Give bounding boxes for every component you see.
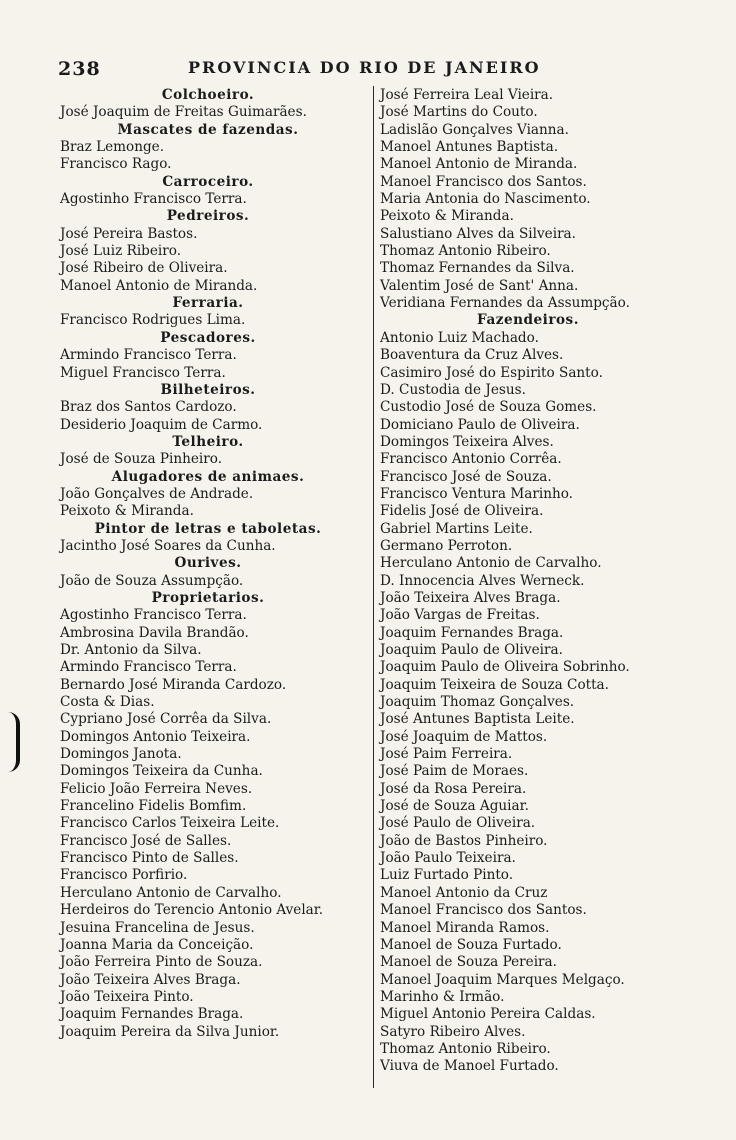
page-title: PROVINCIA DO RIO DE JANEIRO: [188, 58, 541, 77]
left-column: [58, 87, 358, 1041]
directory-entry: Armindo Francisco Terra.: [60, 659, 237, 676]
section-heading: Ferraria.: [172, 295, 244, 312]
directory-entry: Satyro Ribeiro Alves.: [380, 1023, 526, 1040]
section-heading: Pintor de letras e taboletas.: [94, 520, 322, 537]
directory-entry: Francisco Ventura Marinho.: [380, 485, 574, 502]
directory-entry: Domingos Teixeira Alves.: [380, 433, 554, 450]
section-heading: Ourives.: [174, 555, 242, 572]
directory-entry: Manoel Antonio de Miranda.: [60, 277, 258, 294]
directory-entry: José Ferreira Leal Vieira.: [380, 87, 554, 103]
directory-entry: Thomaz Antonio Ribeiro.: [380, 243, 551, 260]
directory-entry: Manoel Antonio da Cruz: [380, 884, 548, 901]
directory-entry: Domingos Antonio Teixeira.: [60, 728, 251, 745]
directory-entry: José Paulo de Oliveira.: [380, 815, 536, 832]
directory-entry: Germano Perroton.: [380, 537, 513, 554]
directory-entry: Thomaz Fernandes da Silva.: [380, 260, 575, 277]
directory-entry: Francisco José de Souza.: [380, 468, 552, 485]
directory-entry: Francisco Pinto de Salles.: [60, 850, 239, 867]
directory-entry: João Gonçalves de Andrade.: [60, 485, 254, 502]
section-heading: Telheiro.: [172, 433, 244, 450]
directory-entry: José Joaquim de Mattos.: [380, 728, 548, 745]
section-heading: Bilheteiros.: [160, 381, 256, 398]
directory-entry: Francisco Rago.: [60, 156, 172, 173]
directory-entry: Joaquim Pereira da Silva Junior.: [60, 1023, 280, 1040]
directory-entry: João Teixeira Pinto.: [60, 988, 194, 1005]
directory-entry: Dr. Antonio da Silva.: [60, 642, 202, 658]
directory-entry: Francisco Carlos Teixeira Leite.: [60, 815, 280, 832]
directory-entry: Peixoto & Miranda.: [380, 208, 514, 225]
directory-entry: Jesuina Francelina de Jesus.: [60, 919, 255, 936]
section-heading: Fazendeiros.: [477, 312, 579, 329]
section-heading: Mascates de fazendas.: [117, 121, 299, 138]
directory-entry: José Ribeiro de Oliveira.: [60, 260, 228, 277]
directory-entry: João Teixeira Alves Braga.: [380, 589, 561, 606]
directory-entry: Luiz Furtado Pinto.: [380, 867, 514, 884]
directory-entry: Herculano Antonio de Carvalho.: [60, 884, 282, 901]
directory-entry: Manoel Miranda Ramos.: [380, 919, 550, 936]
directory-entry: Veridiana Fernandes da Assumpção.: [380, 295, 630, 312]
directory-entry: Francisco Porfirio.: [60, 867, 188, 884]
directory-entry: Francisco José de Salles.: [60, 832, 232, 849]
section-heading: Carroceiro.: [162, 173, 254, 190]
directory-entry: Manoel Antunes Baptista.: [380, 139, 559, 156]
directory-entry: José de Souza Pinheiro.: [60, 451, 223, 468]
directory-entry: João Paulo Teixeira.: [380, 850, 516, 867]
directory-entry: José Paim Ferreira.: [380, 746, 513, 763]
directory-entry: Herdeiros do Terencio Antonio Avelar.: [60, 902, 324, 919]
directory-entry: Joaquim Paulo de Oliveira.: [380, 642, 563, 658]
directory-entry: Manoel Francisco dos Santos.: [380, 173, 587, 190]
directory-entry: Peixoto & Miranda.: [60, 503, 194, 520]
directory-entry: Manoel Francisco dos Santos.: [380, 902, 587, 919]
directory-entry: Ambrosina Davila Brandão.: [60, 624, 249, 641]
directory-entry: Joaquim Thomaz Gonçalves.: [380, 694, 575, 711]
directory-entry: Desiderio Joaquim de Carmo.: [60, 416, 263, 433]
directory-entry: Felicio João Ferreira Neves.: [60, 780, 253, 797]
directory-entry: Agostinho Francisco Terra.: [60, 191, 247, 208]
directory-entry: João Teixeira Alves Braga.: [60, 971, 241, 988]
directory-entry: Francisco Antonio Corrêa.: [380, 451, 562, 468]
column-divider: [373, 86, 374, 1088]
directory-entry: Manoel de Souza Pereira.: [380, 954, 557, 971]
directory-entry: Jacintho José Soares da Cunha.: [60, 537, 276, 554]
directory-entry: Francelino Fidelis Bomfim.: [60, 798, 247, 815]
directory-entry: Gabriel Martins Leite.: [380, 520, 533, 537]
directory-entry: Valentim José de Sant' Anna.: [380, 277, 579, 294]
directory-entry: Viuva de Manoel Furtado.: [380, 1058, 559, 1075]
directory-entry: João Vargas de Freitas.: [380, 607, 540, 624]
directory-entry: Maria Antonia do Nascimento.: [380, 191, 591, 208]
directory-entry: João Ferreira Pinto de Souza.: [60, 954, 263, 971]
directory-entry: José Joaquim de Freitas Guimarães.: [60, 104, 307, 121]
directory-entry: Joaquim Fernandes Braga.: [60, 1006, 244, 1023]
directory-entry: Manoel Antonio de Miranda.: [380, 156, 578, 173]
directory-entry: João de Bastos Pinheiro.: [380, 832, 548, 849]
right-column: [378, 87, 678, 1076]
directory-entry: Joaquim Teixeira de Souza Cotta.: [380, 676, 609, 693]
directory-entry: Ladislão Gonçalves Vianna.: [380, 121, 569, 138]
directory-entry: D. Custodia de Jesus.: [380, 381, 526, 398]
directory-entry: Custodio José de Souza Gomes.: [380, 399, 597, 416]
directory-entry: Costa & Dias.: [60, 694, 155, 711]
directory-entry: José Pereira Bastos.: [60, 225, 198, 242]
directory-entry: Miguel Antonio Pereira Caldas.: [380, 1006, 596, 1023]
directory-entry: Fidelis José de Oliveira.: [380, 503, 544, 520]
directory-entry: Miguel Francisco Terra.: [60, 364, 226, 381]
directory-entry: Bernardo José Miranda Cardozo.: [60, 676, 287, 693]
directory-entry: José Martins do Couto.: [380, 104, 538, 121]
directory-entry: Marinho & Irmão.: [380, 988, 505, 1005]
directory-entry: Thomaz Antonio Ribeiro.: [380, 1040, 551, 1057]
directory-entry: Joaquim Fernandes Braga.: [380, 624, 564, 641]
section-heading: Proprietarios.: [151, 589, 265, 606]
margin-bracket-mark: [8, 712, 20, 772]
directory-entry: Agostinho Francisco Terra.: [60, 607, 247, 624]
directory-entry: Cypriano José Corrêa da Silva.: [60, 711, 272, 728]
directory-entry: José de Souza Aguiar.: [380, 798, 529, 815]
directory-entry: Armindo Francisco Terra.: [60, 347, 237, 364]
directory-entry: José da Rosa Pereira.: [380, 780, 527, 797]
directory-entry: José Paim de Moraes.: [380, 763, 529, 780]
directory-entry: José Antunes Baptista Leite.: [380, 711, 575, 728]
directory-entry: Francisco Rodrigues Lima.: [60, 312, 246, 329]
directory-entry: José Luiz Ribeiro.: [60, 243, 182, 260]
directory-entry: Joanna Maria da Conceição.: [60, 936, 254, 953]
directory-entry: Joaquim Paulo de Oliveira Sobrinho.: [380, 659, 630, 676]
directory-entry: Domingos Teixeira da Cunha.: [60, 763, 263, 780]
directory-entry: Braz Lemonge.: [60, 139, 165, 156]
directory-entry: Domiciano Paulo de Oliveira.: [380, 416, 580, 433]
directory-entry: Antonio Luiz Machado.: [380, 329, 539, 346]
section-heading: Pescadores.: [160, 329, 256, 346]
section-heading: Pedreiros.: [166, 208, 250, 225]
directory-entry: Boaventura da Cruz Alves.: [380, 347, 564, 364]
section-heading: Alugadores de animaes.: [111, 468, 305, 485]
directory-entry: Salustiano Alves da Silveira.: [380, 225, 576, 242]
directory-entry: João de Souza Assumpção.: [60, 572, 244, 589]
directory-entry: D. Innocencia Alves Werneck.: [380, 572, 585, 589]
directory-entry: Casimiro José do Espirito Santo.: [380, 364, 603, 381]
directory-entry: Manoel de Souza Furtado.: [380, 936, 562, 953]
directory-entry: Manoel Joaquim Marques Melgaço.: [380, 971, 625, 988]
section-heading: Colchoeiro.: [161, 87, 255, 103]
page-number: 238: [58, 58, 101, 80]
directory-entry: Braz dos Santos Cardozo.: [60, 399, 237, 416]
directory-entry: Herculano Antonio de Carvalho.: [380, 555, 602, 572]
directory-entry: Domingos Janota.: [60, 746, 182, 763]
